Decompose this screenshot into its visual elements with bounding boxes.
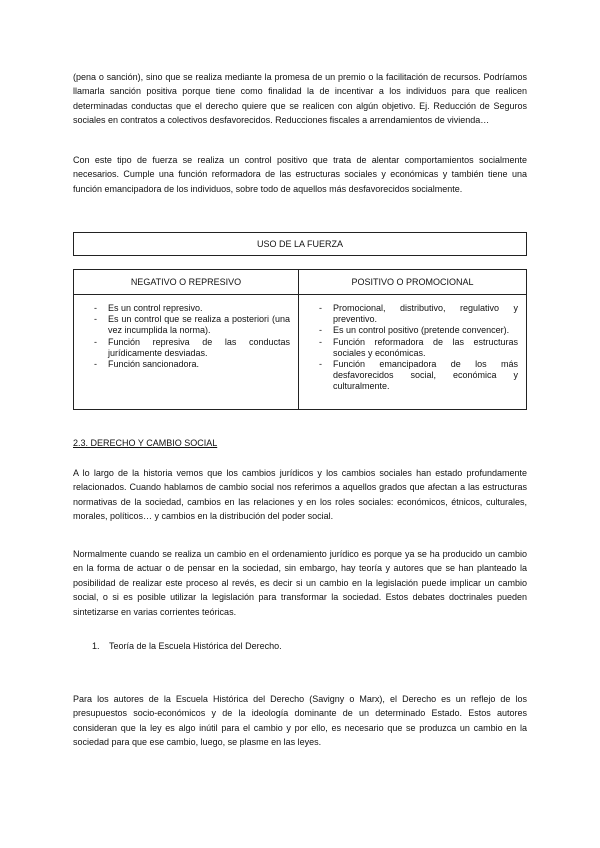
paragraph-historical-school: Para los autores de la Escuela Histórica del Derecho (Savigny o Marx), el Derecho es un reflejo de los presupuestos socio-económicos y de la ideología dominante de un determinado Estado. Estos autores consideran que la ley es algo inútil para el cambio y por ello, es necesario que se produzca un cambio en la sociedad para que ese cambio, luego, se plasme en las leyes. [73, 694, 527, 748]
negative-item: - Es un control que se realiza a posteriori (una vez incumplida la norma). [82, 314, 290, 336]
negative-item: - Es un control represivo. [82, 303, 290, 314]
force-title-table [73, 232, 527, 256]
paragraph-legal-change: Normalmente cuando se realiza un cambio en el ordenamiento jurídico es porque ya se ha producido un cambio en la forma de actuar o de pensar en la sociedad, sin embargo, hay teoría y autores que se han planteado la posibilidad de realizar este proceso al revés, es decir si un cambio en la legislación puede implicar un cambio social, o si es posible utilizar la legislación para transformar la sociedad. Estos debates doctrinales pueden sintetizarse en varias corrientes teóricas. [73, 549, 527, 617]
paragraph-social-change: A lo largo de la historia vemos que los cambios jurídicos y los cambios sociales han estado profundamente relacionados. Cuando hablamos de cambio social nos referimos a aquellos grados que afectan a las estructuras normativas de la sociedad, cambios en las relaciones y en los roles sociales: económicos, étnicos, culturales, morales, políticos… y cambios en la distribución del poder social. [73, 468, 527, 522]
paragraph-positive-control: Con este tipo de fuerza se realiza un control positivo que trata de alentar comportamientos socialmente necesarios. Cumple una función reformadora de las estructuras sociales y económicas y también tiene una función emancipadora de los individuos, sobre todo de aquellos más desfavorecidos socialmente. [73, 155, 527, 194]
positive-column-cell [299, 295, 527, 410]
theory-list-item [92, 641, 282, 651]
positive-item: - Función emancipadora de los más desfavorecidos social, económica y culturalmente. [307, 359, 518, 393]
paragraph-positive-sanction: (pena o sanción), sino que se realiza mediante la promesa de un premio o la facilitación de recursos. Podríamos llamarla sanción positiva porque tiene como finalidad la de incentivar a los individuos para que realicen determinadas conductas que el derecho quiere que se realicen con algún objetivo. Ej. Reducción de Seguros sociales en contratos a colectivos desfavorecidos. Reducciones fiscales a arrendamientos de vivienda… [73, 72, 527, 126]
negative-items-list [82, 303, 290, 370]
negative-column-header: NEGATIVO O REPRESIVO [74, 270, 299, 295]
section-heading: 2.3. DERECHO Y CAMBIO SOCIAL [73, 438, 218, 448]
force-comparison-table [73, 269, 527, 410]
positive-item: - Promocional, distributivo, regulativo y preventivo. [307, 303, 518, 325]
list-number: 1. [92, 641, 100, 651]
negative-column-cell [74, 295, 299, 410]
negative-item: - Función sancionadora. [82, 359, 290, 370]
negative-item: - Función represiva de las conductas jurídicamente desviadas. [82, 337, 290, 359]
positive-item: - Función reformadora de las estructuras sociales y económicas. [307, 337, 518, 359]
positive-items-list [307, 303, 518, 393]
list-title: Teoría de la Escuela Histórica del Derecho. [109, 641, 282, 651]
positive-column-header: POSITIVO O PROMOCIONAL [299, 270, 527, 295]
force-table-title: USO DE LA FUERZA [74, 233, 527, 256]
positive-item: - Es un control positivo (pretende convencer). [307, 325, 518, 336]
